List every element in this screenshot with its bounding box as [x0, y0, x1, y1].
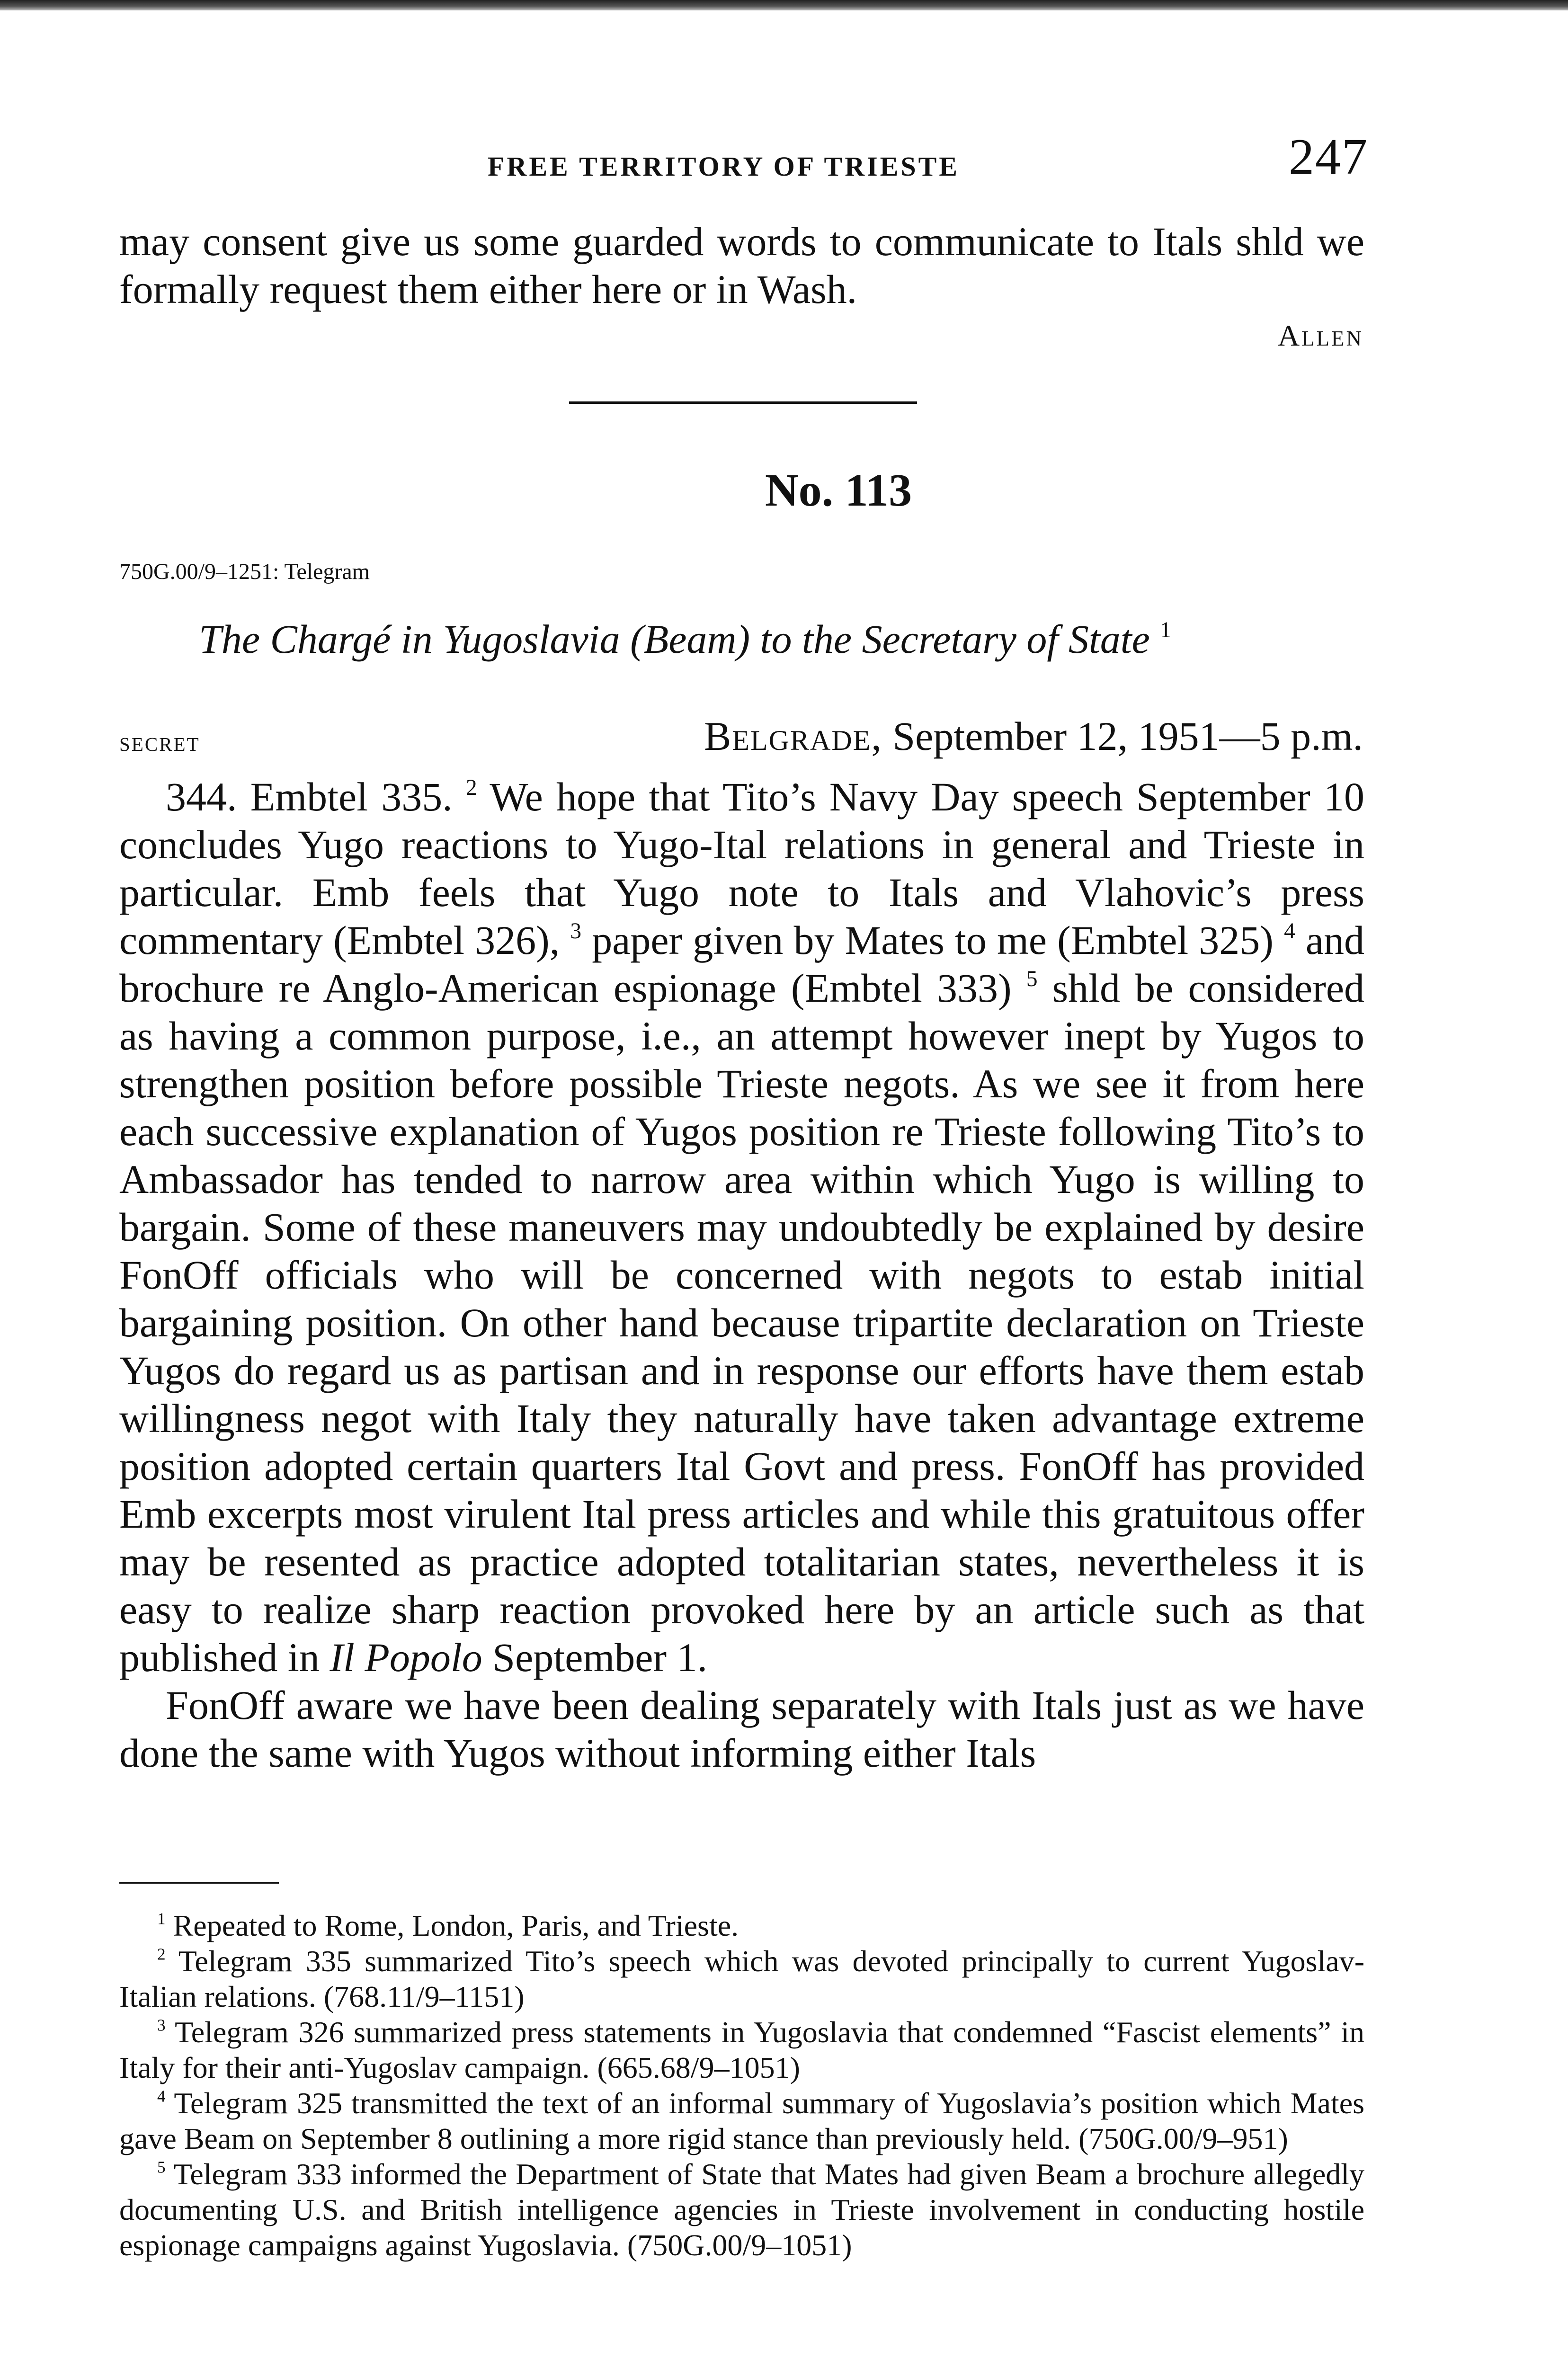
footnote	[119, 2014, 1364, 2085]
body-paragraph	[119, 773, 1364, 1682]
body-paragraph: FonOff aware we have been dealing separately with Itals just as we have done the same with Yugos without informing either Itals	[119, 1682, 1364, 1776]
body-text-segment: paper given by Mates to me (Embtel 325)	[592, 917, 1274, 963]
footnote-text: Telegram 335 summarized Tito’s speech which was devoted principally to current Yugoslav-Italian relations. (768.11/9–1151)	[119, 1944, 1365, 2013]
section-divider	[569, 401, 917, 404]
footnotes	[119, 1908, 1364, 2263]
dateline-date: September 12, 1951—5 p.m.	[892, 713, 1363, 759]
footnote-mark: 5	[157, 2158, 166, 2177]
file-reference: 750G.00/9–1251: Telegram	[119, 559, 370, 584]
newspaper-title: Il Popolo	[330, 1635, 482, 1680]
footnote-text: Telegram 325 transmitted the text of an informal summary of Yugoslavia’s position which Mates gave Beam on September 8 outlining a more rigid stance than previously held. (750G.00/9–951)	[119, 2086, 1365, 2155]
footnote-mark: 3	[157, 2016, 166, 2035]
body-text-segment: We hope that Tito’s Navy Day speech September 10 concludes Yugo reactions to Yugo-Ital relations in general and Trieste in particular. Emb feels that Yugo note to Itals and Vlahovic’s press commentary (Embtel 326),	[119, 774, 1365, 963]
signature: Allen	[1277, 319, 1363, 352]
footnote-mark: 5	[1026, 966, 1038, 991]
body-text-segment: 344. Embtel 335.	[166, 774, 453, 819]
dateline-place: Belgrade,	[704, 713, 882, 759]
footnote-mark: 4	[157, 2087, 166, 2106]
footnote	[119, 2085, 1364, 2156]
footnote-mark: 1	[157, 1909, 166, 1928]
footnote	[119, 1943, 1364, 2014]
footnote-mark: 3	[570, 918, 582, 943]
classification-label: secret	[119, 726, 200, 757]
dateline	[704, 712, 1363, 760]
document-number: No. 113	[765, 465, 912, 516]
body-text-segment: September 1.	[492, 1635, 708, 1680]
footnote-text: Telegram 326 summarized press statements in Yugoslavia that condemned “Fascist elements” in Italy for their anti-Yugoslav campaign. (665.68/9–1051)	[119, 2015, 1365, 2084]
footnote-mark: 2	[157, 1945, 166, 1964]
footnote-mark: 4	[1284, 918, 1295, 943]
footnote-text: Repeated to Rome, London, Paris, and Trieste.	[173, 1909, 739, 1942]
footnote	[119, 2156, 1364, 2263]
footnote-text: Telegram 333 informed the Department of State that Mates had given Beam a brochure allegedly documenting U.S. and British intelligence agencies in Trieste involvement in conducting hostile espionage campaigns against Yugoslavia. (750G.00/9–1051)	[119, 2157, 1365, 2262]
footnote-mark: 1	[1160, 617, 1171, 642]
document-title	[199, 615, 1171, 663]
page-number: 247	[1289, 129, 1368, 185]
body-text-segment: and brochure re Anglo-American espionage (Embtel 333)	[119, 917, 1365, 1011]
carryover-paragraph: may consent give us some guarded words to communicate to Itals shld we formally request them either here or in Wash.	[119, 219, 1364, 312]
footnote-rule	[119, 1882, 279, 1884]
telegram-body	[119, 773, 1364, 1777]
body-text-segment: shld be considered as having a common purpose, i.e., an attempt however inept by Yugos to strengthen position before possible Trieste negots. As we see it from here each successive explanation of Yugos position re Trieste following Tito’s to Ambassador has tended to narrow area within which Yugo is willing to bargain. Some of these maneuvers may undoubtedly be explained by desire FonOff officials who will be concerned with negots to estab initial bargaining position. On other hand because tripartite declaration on Trieste Yugos do regard us as partisan and in response our efforts have them estab willingness negot with Italy they naturally have taken advantage extreme position adopted certain quarters Ital Govt and press. FonOff has provided Emb excerpts most virulent Ital press articles and while this gratuitous offer may be resented as practice adopted totalitarian states, nevertheless it is easy to realize sharp reaction provoked here by an article such as that published in	[119, 965, 1365, 1680]
footnote-mark: 2	[466, 775, 477, 800]
running-head: FREE TERRITORY OF TRIESTE	[488, 151, 960, 182]
document-title-text: The Chargé in Yugoslavia (Beam) to the Secretary of State	[199, 616, 1150, 662]
footnote	[119, 1908, 1364, 1943]
